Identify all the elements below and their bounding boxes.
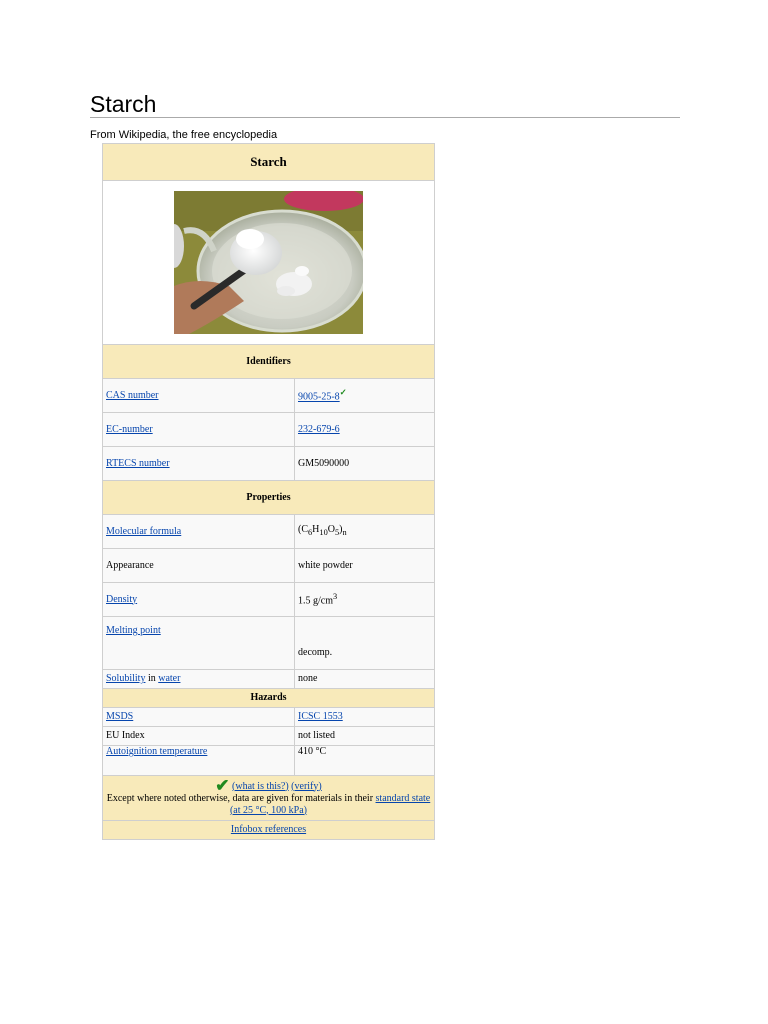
standard-state-note: Except where noted otherwise, data are given for materials in their — [106, 792, 376, 804]
rtecs-number-link[interactable]: RTECS number — [106, 457, 170, 469]
infobox-references-cell — [103, 821, 435, 840]
section-properties: Properties — [103, 481, 435, 515]
ec-number-value-link[interactable]: 232-679-6 — [298, 423, 340, 435]
ec-number-link[interactable]: EC-number — [106, 423, 153, 435]
infobox-footnote — [103, 776, 435, 821]
page-tagline: From Wikipedia, the free encyclopedia — [90, 129, 278, 141]
verified-check-icon[interactable]: ✓ — [339, 388, 347, 398]
density-link[interactable]: Density — [106, 593, 138, 605]
solubility-link[interactable]: Solubility — [106, 673, 146, 684]
msds-link[interactable]: MSDS — [106, 711, 134, 722]
density-value: 1.5 $g/cm^3$ — [295, 583, 435, 617]
msds-value-link[interactable]: ICSC 1553 — [298, 711, 343, 722]
infobox-title: Starch — [103, 144, 435, 181]
verified-checkmark-icon: ✔ — [215, 775, 230, 795]
molecular-formula-link[interactable]: Molecular formula — [106, 525, 182, 537]
page-title: Starch — [90, 91, 157, 117]
appearance-value: white powder — [295, 549, 435, 583]
section-identifiers: Identifiers — [103, 345, 435, 379]
cas-number-link[interactable]: CAS number — [106, 389, 159, 401]
molecular-formula-value: $(C_6H_{10}O_5)_n$ — [295, 515, 435, 549]
solubility-label: Solubility in water — [103, 670, 295, 689]
starch-photo[interactable] — [174, 191, 363, 334]
section-hazards: Hazards — [103, 689, 435, 708]
rtecs-number-value: GM5090000 — [295, 447, 435, 481]
title-divider — [90, 117, 680, 118]
melting-point-value: decomp. — [295, 617, 435, 670]
verify-link[interactable]: (verify) — [291, 780, 322, 792]
eu-index-label: EU Index — [103, 727, 295, 746]
autoignition-link[interactable]: Autoignition temperature — [106, 746, 208, 757]
eu-index-value: not listed — [295, 727, 435, 746]
appearance-label: Appearance — [103, 549, 295, 583]
autoignition-value: 410 °C — [295, 746, 435, 776]
melting-point-link[interactable]: Melting point — [106, 625, 161, 636]
water-link[interactable]: water — [158, 673, 181, 684]
infobox-references-link[interactable]: Infobox references — [230, 824, 307, 835]
solubility-value: none — [295, 670, 435, 689]
what-is-this-link[interactable]: (what is this?) — [232, 780, 289, 792]
standard-state-link[interactable]: standard state (at 25 °C, 100 kPa) — [229, 792, 431, 816]
infobox-image-cell — [103, 181, 435, 345]
chembox-infobox — [102, 143, 435, 840]
cas-number-value-link[interactable]: 9005-25-8 — [298, 391, 340, 403]
